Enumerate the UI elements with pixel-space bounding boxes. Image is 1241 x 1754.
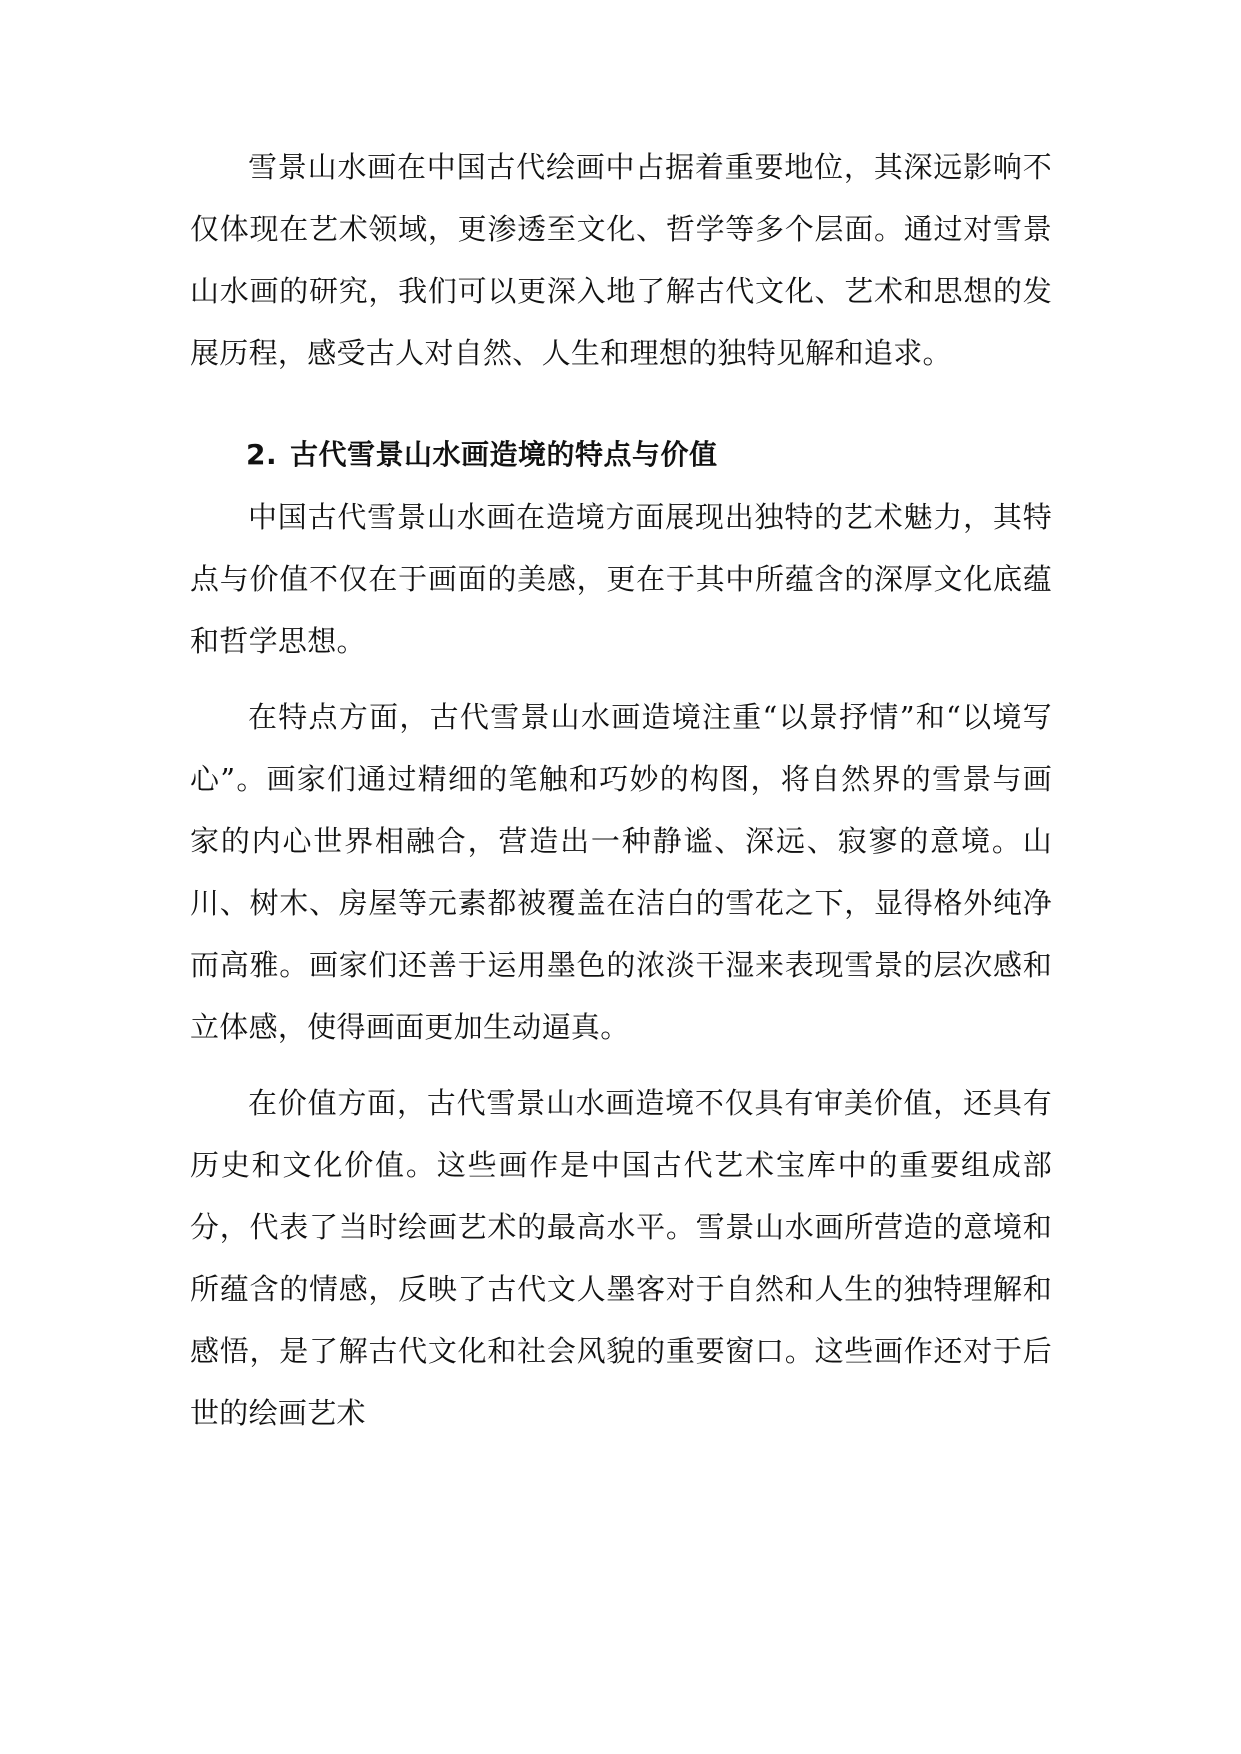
section-title: 古代雪景山水画造境的特点与价值 [290,438,718,471]
paragraph-overview: 中国古代雪景山水画在造境方面展现出独特的艺术魅力，其特点与价值不仅在于画面的美感，更在于其中所蕴含的深厚文化底蕴和哲学思想。 [190,500,1052,658]
section-heading [190,424,1052,486]
section-number: 2. [246,438,278,471]
paragraph-intro: 雪景山水画在中国古代绘画中占据着重要地位，其深远影响不仅体现在艺术领域，更渗透至文化、哲学等多个层面。通过对雪景山水画的研究，我们可以更深入地了解古代文化、艺术和思想的发展历程，感受古人对自然、人生和理想的独特见解和追求。 [190,150,1052,370]
paragraph-characteristics: 在特点方面，古代雪景山水画造境注重“以景抒情”和“以境写心”。画家们通过精细的笔触和巧妙的构图，将自然界的雪景与画家的内心世界相融合，营造出一种静谧、深远、寂寥的意境。山川、树木、房屋等元素都被覆盖在洁白的雪花之下，显得格外纯净而高雅。画家们还善于运用墨色的浓淡干湿来表现雪景的层次感和立体感，使得画面更加生动逼真。 [190,700,1052,1044]
document-page [190,136,1052,1444]
paragraph-value: 在价值方面，古代雪景山水画造境不仅具有审美价值，还具有历史和文化价值。这些画作是中国古代艺术宝库中的重要组成部分，代表了当时绘画艺术的最高水平。雪景山水画所营造的意境和所蕴含的情感，反映了古代文人墨客对于自然和人生的独特理解和感悟，是了解古代文化和社会风貌的重要窗口。这些画作还对于后世的绘画艺术 [190,1086,1052,1430]
